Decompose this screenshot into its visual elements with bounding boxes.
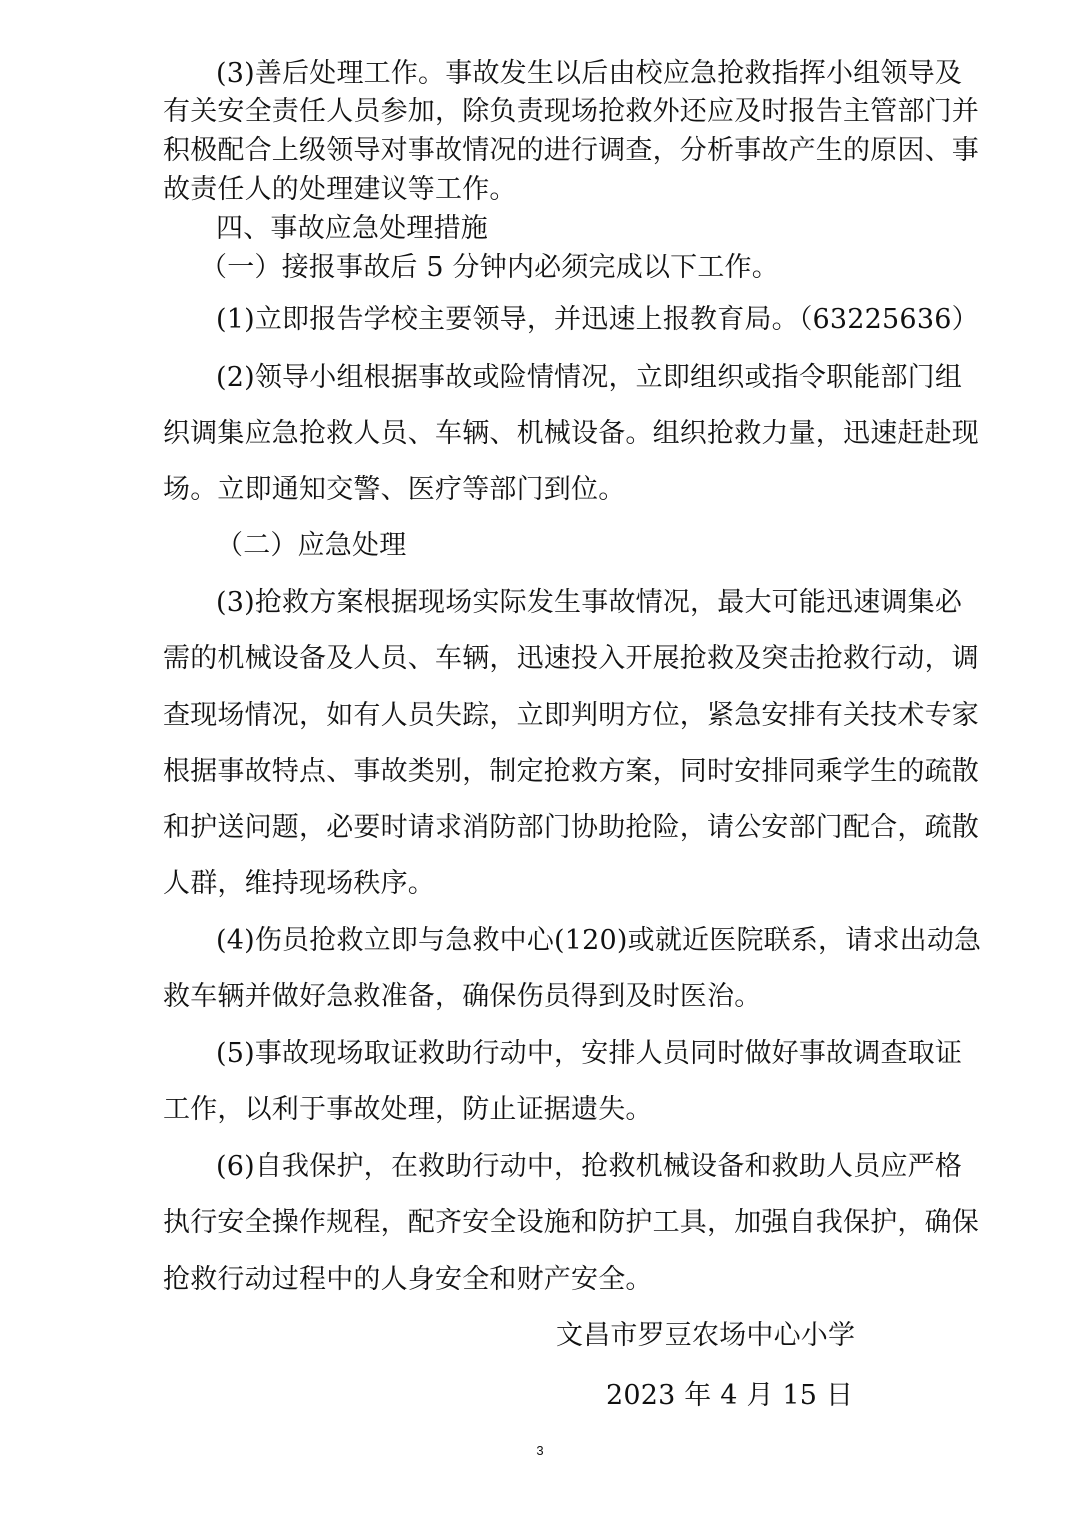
page-number: 3 — [536, 1443, 544, 1458]
paragraph-line: 故责任人的处理建议等工作。 — [163, 174, 517, 205]
paragraph-line: (3)抢救方案根据现场实际发生事故情况，最大可能迅速调集必 — [216, 587, 963, 618]
subsection-heading: （一）接报事故后 5 分钟内必须完成以下工作。 — [200, 252, 779, 283]
paragraph-line: (2)领导小组根据事故或险情情况，立即组织或指令职能部门组 — [216, 362, 963, 393]
paragraph-line: (4)伤员抢救立即与急救中心(120)或就近医院联系，请求出动急 — [216, 925, 982, 956]
paragraph-line: 织调集应急抢救人员、车辆、机械设备。组织抢救力量，迅速赶赴现 — [163, 418, 979, 449]
paragraph-line: (6)自我保护，在救助行动中，抢救机械设备和救助人员应严格 — [216, 1151, 963, 1182]
paragraph-line: 查现场情况，如有人员失踪，立即判明方位，紧急安排有关技术专家 — [163, 700, 979, 731]
paragraph-line: 场。立即通知交警、医疗等部门到位。 — [163, 474, 626, 505]
paragraph-line: 执行安全操作规程，配齐安全设施和防护工具，加强自我保护，确保 — [163, 1207, 979, 1238]
paragraph-line: (5)事故现场取证救助行动中，安排人员同时做好事故调查取证 — [216, 1038, 963, 1069]
paragraph-line: 和护送问题，必要时请求消防部门协助抢险，请公安部门配合，疏散 — [163, 812, 979, 843]
paragraph-line: 需的机械设备及人员、车辆，迅速投入开展抢救及突击抢救行动，调 — [163, 643, 979, 674]
paragraph-line: 根据事故特点、事故类别，制定抢救方案，同时安排同乘学生的疏散 — [163, 756, 979, 787]
paragraph-line: 积极配合上级领导对事故情况的进行调查，分析事故产生的原因、事 — [163, 135, 979, 166]
paragraph-line: 工作，以利于事故处理，防止证据遗失。 — [163, 1094, 653, 1125]
paragraph-line: 人群，维持现场秩序。 — [163, 868, 435, 899]
subsection-heading: （二）应急处理 — [216, 530, 407, 561]
paragraph-line: (3)善后处理工作。事故发生以后由校应急抢救指挥小组领导及 — [216, 58, 963, 89]
paragraph-line: 有关安全责任人员参加，除负责现场抢救外还应及时报告主管部门并 — [163, 96, 979, 127]
signature-date: 2023 年 4 月 15 日 — [606, 1380, 854, 1411]
signature-organization: 文昌市罗豆农场中心小学 — [556, 1320, 856, 1351]
paragraph-line: 救车辆并做好急救准备，确保伤员得到及时医治。 — [163, 981, 762, 1012]
section-heading: 四、事故应急处理措施 — [216, 213, 488, 244]
paragraph-line: 抢救行动过程中的人身安全和财产安全。 — [163, 1264, 653, 1295]
paragraph-line: (1)立即报告学校主要领导，并迅速上报教育局。（63225636） — [216, 304, 979, 335]
